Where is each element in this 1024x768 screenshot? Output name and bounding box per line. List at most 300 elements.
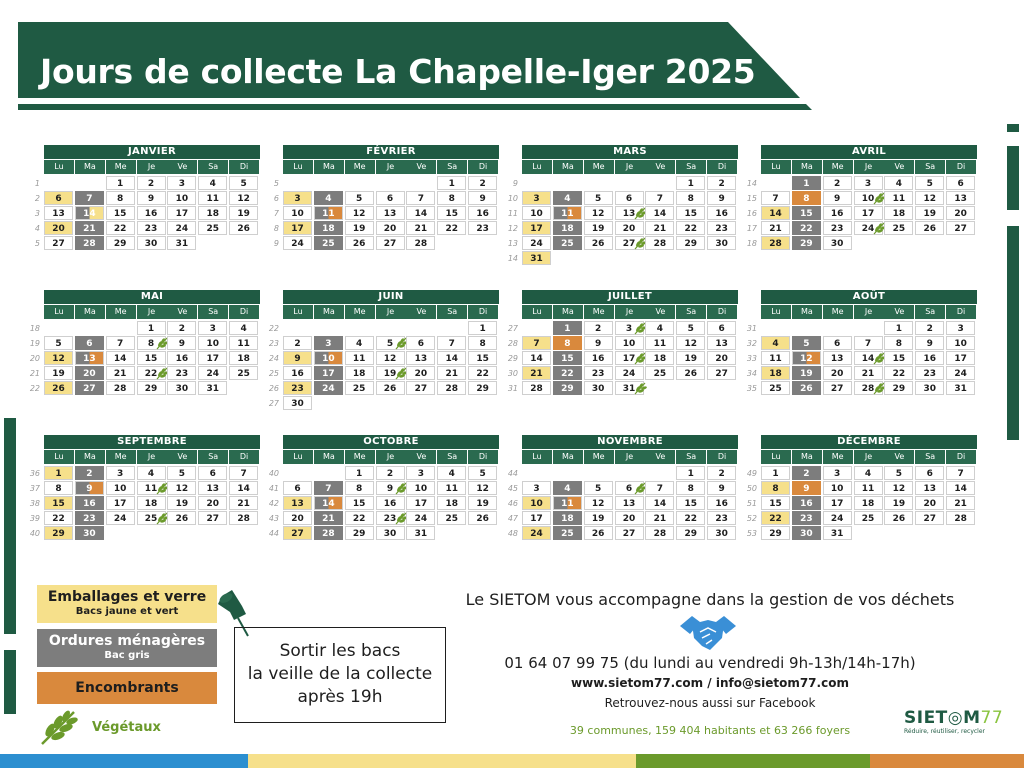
day-cell: [946, 496, 975, 510]
weekday-label: Lu: [283, 160, 313, 174]
day-number: 21: [237, 499, 250, 509]
day-number: 23: [144, 224, 158, 234]
week-number: 18: [29, 324, 40, 333]
day-number: 6: [417, 339, 425, 349]
day-number: 2: [803, 469, 810, 479]
day-cell: [167, 381, 196, 395]
week-number: 13: [507, 239, 518, 248]
day-number: 6: [386, 194, 394, 204]
day-number: 11: [206, 194, 220, 204]
day-cell: [44, 336, 73, 350]
day-cell: [676, 191, 705, 205]
day-cell: [75, 221, 104, 235]
day-cell: [884, 351, 913, 365]
weekday-label: Ma: [792, 160, 822, 174]
day-number: 10: [954, 339, 967, 349]
day-number: 15: [144, 354, 158, 364]
week-number: 23: [268, 339, 279, 348]
weekday-header: [44, 305, 260, 319]
day-number: 21: [769, 224, 782, 234]
day-number: 14: [237, 484, 250, 494]
day-cell: [761, 351, 790, 365]
day-cell: [406, 481, 435, 495]
weekday-label: Je: [376, 305, 406, 319]
day-cell: [615, 381, 644, 395]
day-cell: [376, 221, 405, 235]
day-cell: [198, 321, 227, 335]
day-cell: [167, 236, 196, 250]
day-number: 12: [383, 354, 397, 364]
day-cell: [792, 381, 821, 395]
day-cell: [884, 481, 913, 495]
weekday-label: Je: [376, 450, 406, 464]
day-cell: [761, 481, 790, 495]
day-cell: [167, 221, 196, 235]
weekday-header: [522, 450, 738, 464]
day-cell: [823, 351, 852, 365]
day-number: 17: [175, 209, 189, 219]
day-number: 29: [684, 529, 698, 539]
day-number: 13: [830, 354, 844, 364]
day-number: 25: [237, 369, 250, 379]
day-number: 16: [591, 354, 605, 364]
day-cell: [468, 321, 497, 335]
day-cell: [167, 496, 196, 510]
day-cell: [406, 511, 435, 525]
weekday-label: Me: [106, 160, 136, 174]
day-number: 28: [237, 514, 250, 524]
day-cell: [645, 221, 674, 235]
day-number: 1: [147, 324, 155, 334]
day-number: 12: [352, 209, 366, 219]
week-number: 41: [268, 484, 279, 493]
day-cell: [884, 221, 913, 235]
day-cell: [946, 511, 975, 525]
week-number: 27: [507, 324, 518, 333]
day-cell: [167, 206, 196, 220]
day-number: 7: [86, 194, 93, 204]
day-number: 5: [178, 469, 186, 479]
weekday-label: Je: [615, 160, 645, 174]
day-number: 26: [684, 369, 698, 379]
day-cell: [345, 466, 374, 480]
day-number: 13: [622, 499, 636, 509]
day-cell: [345, 351, 374, 365]
weekday-label: Di: [229, 160, 259, 174]
day-number: 20: [414, 369, 428, 379]
day-cell: [915, 191, 944, 205]
day-cell: [468, 481, 497, 495]
weekday-label: Me: [106, 450, 136, 464]
day-number: 15: [476, 354, 489, 364]
day-cell: [198, 381, 227, 395]
day-cell: [437, 466, 466, 480]
day-cell: [75, 366, 104, 380]
day-cell: [915, 511, 944, 525]
month-title: FÉVRIER: [283, 145, 499, 159]
day-number: 20: [383, 224, 397, 234]
day-number: 1: [55, 469, 62, 479]
day-number: 26: [923, 224, 937, 234]
day-number: 29: [113, 239, 127, 249]
day-number: 1: [479, 324, 486, 334]
day-cell: [406, 221, 435, 235]
logo-name-b: M: [963, 708, 981, 728]
day-number: 16: [175, 354, 189, 364]
day-cell: [106, 206, 135, 220]
day-number: 6: [718, 324, 725, 334]
day-number: 20: [83, 369, 96, 379]
weekday-label: Me: [823, 450, 853, 464]
left-bar-top: [4, 418, 16, 634]
day-cell: [761, 206, 790, 220]
day-cell: [229, 176, 258, 190]
day-number: 3: [533, 484, 540, 494]
week-number: 32: [746, 339, 757, 348]
day-number: 31: [622, 384, 636, 394]
day-cell: [44, 481, 73, 495]
day-cell: [137, 236, 166, 250]
weekday-label: Lu: [522, 305, 552, 319]
day-number: 2: [718, 179, 725, 189]
day-number: 14: [954, 484, 967, 494]
day-number: 8: [895, 339, 903, 349]
day-cell: [314, 206, 343, 220]
day-cell: [44, 381, 73, 395]
day-number: 15: [352, 499, 366, 509]
weekday-label: Sa: [676, 305, 706, 319]
weekday-label: Sa: [198, 160, 228, 174]
day-cell: [522, 221, 551, 235]
day-cell: [137, 466, 166, 480]
day-number: 23: [83, 514, 96, 524]
day-cell: [522, 336, 551, 350]
day-cell: [345, 481, 374, 495]
day-cell: [522, 206, 551, 220]
legend-emballages-title: Emballages et verre: [47, 589, 207, 605]
day-number: 19: [383, 369, 397, 379]
day-number: 6: [55, 194, 62, 204]
info-web[interactable]: www.sietom77.com / info@sietom77.com: [571, 676, 849, 690]
day-cell: [437, 351, 466, 365]
weekday-label: Di: [468, 305, 498, 319]
day-number: 10: [175, 194, 189, 204]
day-number: 6: [957, 179, 964, 189]
day-number: 16: [715, 209, 728, 219]
day-number: 1: [356, 469, 363, 479]
week-number: 46: [507, 499, 518, 508]
day-cell: [345, 511, 374, 525]
day-cell: [314, 381, 343, 395]
day-number: 29: [769, 529, 782, 539]
day-number: 1: [895, 324, 903, 334]
right-bar-top: [1007, 124, 1019, 132]
weekday-header: [761, 450, 977, 464]
legend-emballages: [37, 585, 217, 623]
day-cell: [229, 481, 258, 495]
day-number: 7: [656, 194, 664, 204]
day-cell: [884, 496, 913, 510]
day-number: 7: [533, 339, 540, 349]
day-cell: [553, 236, 582, 250]
week-number: 44: [268, 529, 279, 538]
day-number: 3: [417, 469, 425, 479]
day-number: 21: [113, 369, 127, 379]
day-number: 30: [291, 399, 304, 409]
day-number: 13: [414, 354, 428, 364]
day-number: 4: [356, 339, 363, 349]
week-number: 53: [746, 529, 757, 538]
day-cell: [553, 366, 582, 380]
week-number: 38: [29, 499, 40, 508]
day-cell: [946, 336, 975, 350]
day-number: 25: [561, 239, 574, 249]
note-line-2: la veille de la collecte: [247, 664, 433, 684]
logo-o-icon: ◎: [947, 708, 964, 728]
week-number: 40: [29, 529, 40, 538]
day-number: 12: [591, 499, 605, 509]
day-number: 22: [684, 224, 698, 234]
day-cell: [854, 176, 883, 190]
day-cell: [229, 511, 258, 525]
note-line-3: après 19h: [297, 687, 383, 707]
day-cell: [761, 221, 790, 235]
weekday-label: Ma: [792, 305, 822, 319]
day-cell: [823, 526, 852, 540]
day-number: 13: [622, 209, 636, 219]
day-number: 2: [595, 324, 602, 334]
week-number: 7: [273, 209, 279, 218]
day-cell: [553, 526, 582, 540]
day-number: 31: [414, 529, 428, 539]
day-number: 22: [113, 224, 127, 234]
day-number: 17: [530, 514, 543, 524]
day-cell: [676, 336, 705, 350]
day-cell: [854, 381, 883, 395]
day-cell: [44, 351, 73, 365]
day-number: 11: [322, 209, 335, 219]
day-cell: [884, 366, 913, 380]
day-cell: [406, 206, 435, 220]
note-box: [234, 627, 446, 723]
day-cell: [823, 381, 852, 395]
day-cell: [137, 496, 166, 510]
day-number: 27: [291, 529, 304, 539]
day-cell: [707, 526, 736, 540]
day-cell: [137, 511, 166, 525]
day-cell: [884, 336, 913, 350]
day-cell: [376, 511, 405, 525]
day-number: 17: [414, 499, 428, 509]
day-number: 30: [383, 529, 397, 539]
day-number: 23: [715, 514, 728, 524]
day-cell: [792, 481, 821, 495]
weekday-label: Di: [946, 450, 976, 464]
week-number: 6: [273, 194, 279, 203]
weekday-label: Di: [468, 450, 498, 464]
day-number: 27: [383, 239, 397, 249]
day-number: 22: [769, 514, 782, 524]
day-cell: [229, 351, 258, 365]
day-cell: [406, 336, 435, 350]
day-number: 3: [834, 469, 841, 479]
day-cell: [137, 191, 166, 205]
day-cell: [676, 511, 705, 525]
day-cell: [522, 381, 551, 395]
week-number: 20: [29, 354, 40, 363]
day-number: 2: [834, 179, 841, 189]
day-cell: [468, 511, 497, 525]
day-number: 25: [352, 384, 366, 394]
day-cell: [106, 351, 135, 365]
legend-encombrants: [37, 672, 217, 704]
month-title: DÉCEMBRE: [761, 435, 977, 449]
day-number: 26: [476, 514, 489, 524]
day-cell: [854, 351, 883, 365]
day-number: 24: [322, 384, 335, 394]
day-cell: [854, 221, 883, 235]
day-number: 2: [479, 179, 486, 189]
day-number: 21: [322, 514, 335, 524]
day-cell: [437, 206, 466, 220]
day-cell: [553, 481, 582, 495]
day-cell: [553, 496, 582, 510]
week-number: 35: [746, 384, 757, 393]
day-cell: [437, 176, 466, 190]
bottom-bar-yellow: [248, 754, 636, 768]
day-cell: [229, 336, 258, 350]
day-cell: [229, 466, 258, 480]
week-number: 28: [507, 339, 518, 348]
weekday-label: Ma: [792, 450, 822, 464]
day-number: 28: [861, 384, 875, 394]
day-number: 27: [83, 384, 96, 394]
day-cell: [167, 366, 196, 380]
weekday-label: Sa: [676, 160, 706, 174]
day-number: 19: [892, 499, 906, 509]
day-cell: [584, 496, 613, 510]
day-cell: [345, 381, 374, 395]
day-number: 9: [86, 484, 93, 494]
day-number: 30: [923, 384, 937, 394]
day-cell: [761, 526, 790, 540]
sietom-logo: [904, 708, 1014, 746]
day-number: 10: [530, 499, 543, 509]
day-number: 3: [625, 324, 633, 334]
day-number: 11: [445, 484, 459, 494]
weekday-label: Je: [854, 160, 884, 174]
day-cell: [761, 191, 790, 205]
day-number: 15: [800, 209, 813, 219]
day-cell: [229, 496, 258, 510]
right-bar-bottom: [1007, 226, 1019, 440]
day-number: 28: [954, 514, 967, 524]
day-number: 10: [622, 339, 636, 349]
day-number: 10: [291, 209, 304, 219]
day-cell: [106, 366, 135, 380]
day-cell: [283, 481, 312, 495]
week-number: 42: [268, 499, 279, 508]
weekday-header: [283, 305, 499, 319]
weekday-label: Sa: [437, 160, 467, 174]
weekday-label: Me: [584, 450, 614, 464]
day-cell: [198, 351, 227, 365]
day-number: 13: [383, 209, 397, 219]
day-number: 22: [144, 369, 158, 379]
day-number: 21: [954, 499, 967, 509]
day-cell: [376, 366, 405, 380]
day-number: 1: [564, 324, 571, 334]
day-cell: [283, 526, 312, 540]
day-cell: [468, 496, 497, 510]
day-cell: [584, 381, 613, 395]
day-number: 23: [830, 224, 844, 234]
day-number: 20: [291, 514, 304, 524]
day-cell: [946, 351, 975, 365]
day-cell: [645, 351, 674, 365]
day-number: 30: [800, 529, 813, 539]
day-number: 16: [291, 369, 304, 379]
day-cell: [676, 206, 705, 220]
day-cell: [345, 206, 374, 220]
day-cell: [823, 191, 852, 205]
day-cell: [615, 366, 644, 380]
day-number: 8: [117, 194, 124, 204]
day-number: 9: [147, 194, 155, 204]
day-number: 13: [83, 354, 96, 364]
day-cell: [915, 321, 944, 335]
day-number: 28: [653, 529, 667, 539]
day-cell: [946, 381, 975, 395]
day-cell: [915, 221, 944, 235]
day-cell: [522, 496, 551, 510]
day-number: 20: [954, 209, 967, 219]
day-number: 18: [144, 499, 158, 509]
day-cell: [406, 191, 435, 205]
day-number: 6: [926, 469, 933, 479]
day-number: 21: [653, 514, 667, 524]
day-cell: [376, 351, 405, 365]
day-cell: [406, 236, 435, 250]
weekday-label: Di: [946, 305, 976, 319]
day-cell: [44, 191, 73, 205]
day-cell: [676, 351, 705, 365]
weekday-label: Ve: [884, 305, 914, 319]
day-number: 7: [417, 194, 425, 204]
day-number: 12: [684, 339, 698, 349]
day-number: 6: [209, 469, 216, 479]
day-number: 2: [147, 179, 155, 189]
day-number: 14: [83, 209, 96, 219]
day-cell: [314, 526, 343, 540]
day-number: 18: [861, 499, 875, 509]
day-cell: [75, 206, 104, 220]
day-number: 10: [206, 339, 220, 349]
day-number: 6: [625, 484, 633, 494]
day-cell: [792, 336, 821, 350]
day-cell: [314, 191, 343, 205]
day-cell: [468, 381, 497, 395]
day-number: 16: [83, 499, 96, 509]
day-number: 11: [769, 354, 782, 364]
day-cell: [44, 511, 73, 525]
day-number: 29: [52, 529, 65, 539]
day-cell: [468, 206, 497, 220]
day-number: 5: [595, 194, 602, 204]
day-number: 25: [144, 514, 158, 524]
day-number: 5: [55, 339, 62, 349]
day-number: 18: [561, 224, 574, 234]
